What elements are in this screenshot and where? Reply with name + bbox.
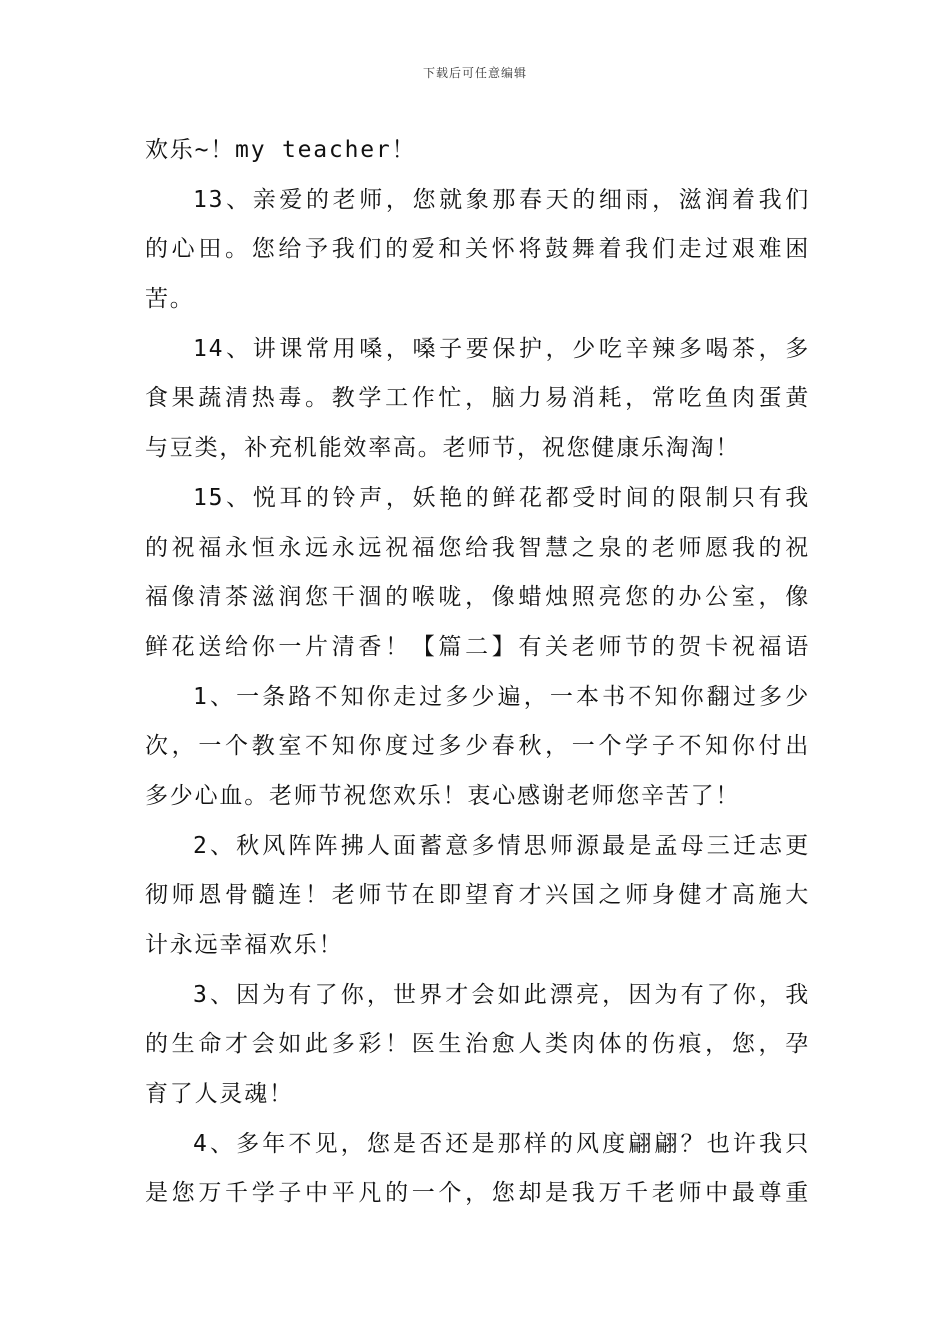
- text-line: 的祝福永恒永远永远祝福您给我智慧之泉的老师愿我的祝: [145, 534, 810, 561]
- text-line: 15、悦耳的铃声，妖艳的鲜花都受时间的限制只有我: [193, 484, 810, 511]
- text-line: 是您万千学子中平凡的一个，您却是我万千老师中最尊重: [145, 1180, 810, 1207]
- text-line: 食果蔬清热毒。教学工作忙，脑力易消耗，常吃鱼肉蛋黄: [145, 385, 810, 412]
- text-line: 14、讲课常用嗓，嗓子要保护，少吃辛辣多喝茶，多: [193, 335, 810, 362]
- text-line: 福像清茶滋润您干涸的喉咙，像蜡烛照亮您的办公室，像: [145, 584, 810, 611]
- text-line: 次，一个教室不知你度过多少春秋，一个学子不知你付出: [145, 733, 810, 760]
- page-header: 下载后可任意编辑: [422, 66, 527, 80]
- text-line: 3、因为有了你，世界才会如此漂亮，因为有了你，我: [193, 981, 810, 1008]
- text-line: 欢乐~！my teacher！: [145, 137, 417, 163]
- text-line: 鲜花送给你一片清香！【篇二】有关老师节的贺卡祝福语: [145, 633, 810, 660]
- text-line: 2、秋风阵阵拂人面蓄意多情思师源最是孟母三迁志更: [193, 832, 810, 859]
- document-body: [145, 126, 810, 1219]
- text-line: 的生命才会如此多彩！医生治愈人类肉体的伤痕，您，孕: [145, 1031, 810, 1058]
- text-line: 多少心血。老师节祝您欢乐！衷心感谢老师您辛苦了！: [145, 782, 741, 809]
- text-line: 彻师恩骨髓连！老师节在即望育才兴国之师身健才高施大: [145, 882, 810, 909]
- text-line: 4、多年不见，您是否还是那样的风度翩翩？也许我只: [193, 1130, 810, 1157]
- text-line: 1、一条路不知你走过多少遍，一本书不知你翻过多少: [193, 683, 810, 710]
- text-line: 计永远幸福欢乐！: [145, 932, 344, 958]
- text-line: 育了人灵魂！: [145, 1081, 294, 1108]
- text-line: 与豆类，补充机能效率高。老师节，祝您健康乐淘淘！: [145, 435, 741, 462]
- text-line: 的心田。您给予我们的爱和关怀将鼓舞着我们走过艰难困: [145, 236, 810, 263]
- text-line: 13、亲爱的老师，您就象那春天的细雨，滋润着我们: [193, 186, 810, 213]
- text-line: 苦。: [145, 286, 195, 313]
